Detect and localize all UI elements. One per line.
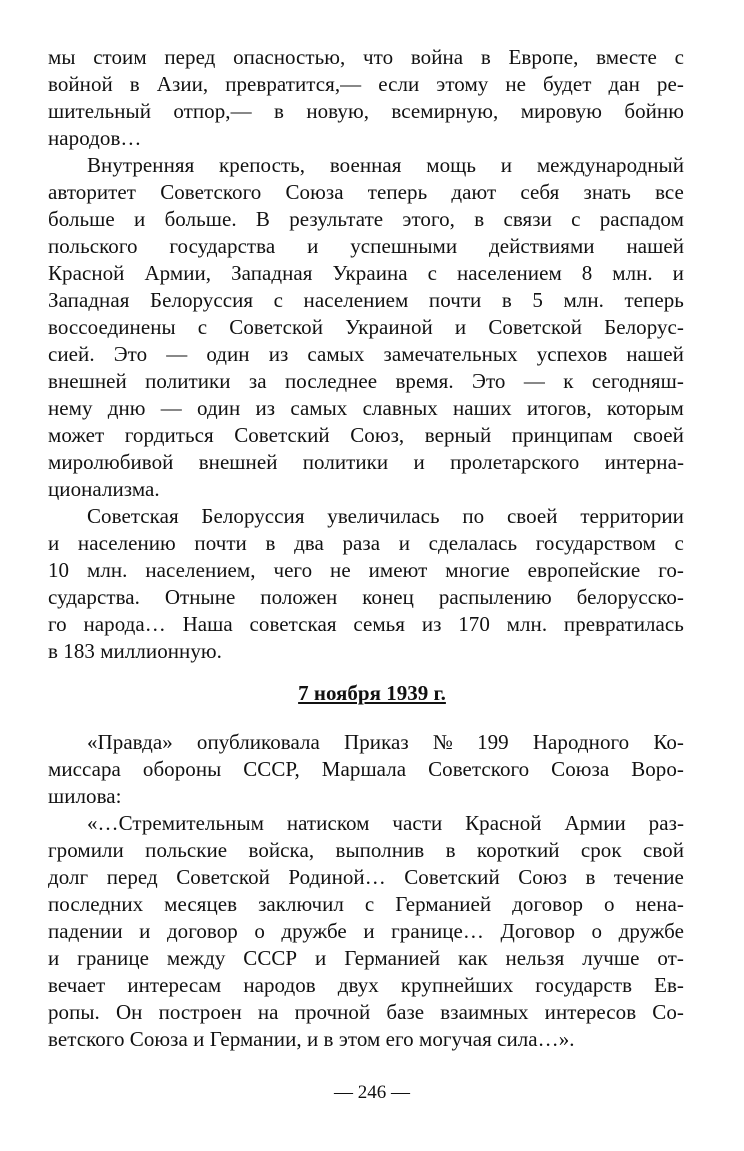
word: с (571, 207, 581, 231)
text-line (48, 972, 684, 999)
word: и (363, 919, 375, 943)
word: и (48, 946, 60, 970)
word: Воро- (631, 757, 684, 781)
word: Армии, (144, 261, 212, 285)
text-line (48, 152, 684, 179)
word: и (398, 531, 411, 555)
word: Германией (344, 946, 441, 970)
word: политики (302, 450, 389, 474)
word: млн. (563, 288, 604, 312)
word: из (268, 342, 289, 366)
word: внешней (48, 369, 127, 393)
word: семья (353, 612, 406, 636)
word: заключил (258, 892, 344, 916)
word: все (655, 180, 684, 204)
text-line (48, 287, 684, 314)
text-line (48, 422, 684, 449)
word: из (421, 612, 442, 636)
word: внешней (198, 450, 278, 474)
word: «…Стремительным (87, 811, 264, 835)
word: раз- (648, 811, 684, 835)
word: и (413, 450, 425, 474)
word: лучше (582, 946, 640, 970)
word: не (505, 72, 527, 96)
word: отпор,— (173, 99, 252, 123)
text-line (48, 179, 684, 206)
word: — (166, 342, 188, 366)
word: свой (642, 838, 684, 862)
word: сударства. (48, 585, 140, 609)
word: новую, (306, 99, 370, 123)
word: превратилась (563, 612, 684, 636)
word: авторитет (48, 180, 136, 204)
word: границе… (391, 919, 484, 943)
word: теперь (367, 180, 428, 204)
word: славных (362, 396, 438, 420)
word: Со- (652, 1000, 684, 1024)
word: Внутренняя (87, 153, 195, 177)
word: о (604, 892, 615, 916)
main-text (48, 44, 684, 665)
word: миссара (48, 757, 121, 781)
text-line (48, 449, 684, 476)
word: народов (243, 973, 316, 997)
word: договор (512, 892, 584, 916)
word: Он (115, 1000, 143, 1024)
word: дню (107, 396, 146, 420)
text-line (48, 260, 684, 287)
text-line (48, 584, 684, 611)
word: Советского (428, 757, 530, 781)
word: Советского (160, 180, 262, 204)
word: Союза (285, 180, 344, 204)
word: и (48, 531, 60, 555)
word: не (330, 558, 351, 582)
text-line (48, 44, 684, 71)
word: и (307, 234, 319, 258)
paragraph (48, 44, 684, 152)
text-line (48, 864, 684, 891)
word: государств (535, 973, 633, 997)
word: Союза (551, 757, 610, 781)
word: в (445, 838, 456, 862)
word: в (265, 531, 276, 555)
word: имеют (368, 558, 428, 582)
word: советская (249, 612, 337, 636)
word: раза (342, 531, 381, 555)
word: почти (428, 288, 482, 312)
word: теперь (624, 288, 684, 312)
text-line: ционализма. (48, 477, 160, 501)
word: базе (386, 1000, 425, 1024)
word: войска, (248, 838, 315, 862)
word: короткий (476, 838, 560, 862)
word: В (255, 207, 270, 231)
word: Это (113, 342, 148, 366)
word: населением (303, 288, 409, 312)
word: № (432, 730, 453, 754)
text-line: народов… (48, 126, 142, 150)
text-line (48, 918, 684, 945)
word: между (166, 946, 226, 970)
word: вместе (596, 45, 657, 69)
paragraph (48, 503, 684, 665)
word: Родиной… (288, 865, 386, 889)
word: результате (289, 207, 384, 231)
word: стоим (93, 45, 147, 69)
word: в (129, 72, 140, 96)
word: Советский (234, 423, 330, 447)
word: с (674, 45, 684, 69)
text-line: шилова: (48, 784, 122, 808)
word: войной (48, 72, 113, 96)
word: мировую (520, 99, 602, 123)
word: самых (307, 342, 365, 366)
word: по (462, 504, 485, 528)
word: польские (145, 838, 228, 862)
word: успехов (536, 342, 608, 366)
word: с (273, 288, 283, 312)
word: к (563, 369, 574, 393)
word: Белоруссия (201, 504, 305, 528)
word: 199 (477, 730, 509, 754)
word: один (197, 396, 241, 420)
word: пролетарского (450, 450, 580, 474)
word: Ко- (653, 730, 684, 754)
word: если (378, 72, 420, 96)
text-line (48, 503, 684, 530)
word: о (591, 919, 603, 943)
word: ропы. (48, 1000, 100, 1024)
text-line (48, 530, 684, 557)
word: миролюбивой (48, 450, 174, 474)
word: ре- (656, 72, 684, 96)
page-number: — 246 — (334, 1082, 410, 1103)
text-line (48, 368, 684, 395)
word: обороны (142, 757, 222, 781)
word: этому (436, 72, 489, 96)
text-line (48, 945, 684, 972)
word: дружбе (281, 919, 347, 943)
word: границе (77, 946, 149, 970)
word: Народного (532, 730, 630, 754)
word: выполнив (335, 838, 425, 862)
word: европейские (527, 558, 641, 582)
text-line (48, 206, 684, 233)
word: нему (48, 396, 93, 420)
word: бойню (624, 99, 684, 123)
text-line (48, 729, 684, 756)
text-line (48, 557, 684, 584)
word: дают (451, 180, 497, 204)
word: Отныне (164, 585, 236, 609)
word: громили (48, 838, 124, 862)
word: увеличилась (327, 504, 440, 528)
word: перед (106, 865, 158, 889)
word: Армии (564, 811, 626, 835)
text-line (48, 341, 684, 368)
word: гордиться (124, 423, 214, 447)
word: военная (329, 153, 402, 177)
word: опубликовала (196, 730, 320, 754)
word: своей (633, 423, 684, 447)
word: Западная (231, 261, 313, 285)
word: населению (77, 531, 176, 555)
text-line (48, 98, 684, 125)
word: всемирную, (391, 99, 499, 123)
section-heading: 7 ноября 1939 г. (298, 681, 446, 705)
word: последних (48, 892, 144, 916)
word: распадом (599, 207, 684, 231)
word: Советский (404, 865, 500, 889)
text-line: в 183 миллионную. (48, 639, 222, 663)
word: Западная (48, 288, 130, 312)
word: самых (290, 396, 348, 420)
word: построен (158, 1000, 242, 1024)
word: нельзя (505, 946, 565, 970)
word: крупнейших (400, 973, 514, 997)
word: интересов (544, 1000, 637, 1024)
word: мы (48, 45, 76, 69)
word: верный (424, 423, 492, 447)
word: больше (48, 207, 115, 231)
word: сделалась (428, 531, 518, 555)
word: двух (337, 973, 379, 997)
word: в (480, 45, 491, 69)
word: успешными (350, 234, 458, 258)
text-line (48, 314, 684, 341)
word: интерна- (604, 450, 684, 474)
word: опасностью, (233, 45, 346, 69)
word: и (454, 315, 467, 339)
word: и (315, 946, 327, 970)
word: и (500, 153, 513, 177)
word: больше. (164, 207, 237, 231)
word: взаимных (440, 1000, 529, 1024)
word: своей (506, 504, 558, 528)
word: дружбе (618, 919, 684, 943)
text-line (48, 395, 684, 422)
text-line (48, 999, 684, 1026)
word: Советской (176, 865, 270, 889)
word: действиями (489, 234, 595, 258)
word: месяцев (164, 892, 238, 916)
word: Белоруссия (149, 288, 254, 312)
word: СССР, (243, 757, 300, 781)
word: положен (260, 585, 338, 609)
word: которым (606, 396, 684, 420)
word: Белорус- (604, 315, 684, 339)
word: принципам (511, 423, 613, 447)
word: и (139, 919, 151, 943)
word: время. (395, 369, 454, 393)
word: политики (145, 369, 231, 393)
word: знать (583, 180, 631, 204)
word: как (458, 946, 488, 970)
word: — (523, 369, 545, 393)
word: 170 (458, 612, 490, 636)
word: СССР (243, 946, 298, 970)
text-line (48, 611, 684, 638)
word: превратится,— (225, 72, 362, 96)
word: договор (166, 919, 238, 943)
word: Это (472, 369, 506, 393)
word: Маршала (321, 757, 407, 781)
word: что (363, 45, 394, 69)
word: го- (658, 558, 684, 582)
word: сией. (48, 342, 95, 366)
word: может (48, 423, 105, 447)
word: будет (543, 72, 592, 96)
word: Азии, (156, 72, 209, 96)
word: Приказ (344, 730, 409, 754)
word: в (585, 865, 596, 889)
word: Советской (488, 315, 583, 339)
text-line (48, 837, 684, 864)
word: прочной (294, 1000, 371, 1024)
paragraph (48, 729, 684, 810)
word: итогов, (526, 396, 592, 420)
word: интересам (127, 973, 222, 997)
word: этого, (402, 207, 455, 231)
word: части (392, 811, 443, 835)
word: замечательных (383, 342, 518, 366)
word: Европе, (508, 45, 579, 69)
word: населением, (145, 558, 256, 582)
word: 5 (532, 288, 543, 312)
word: 10 (48, 558, 70, 582)
text-line (48, 810, 684, 837)
word: Советская (87, 504, 179, 528)
word: и (672, 261, 684, 285)
word: польского (48, 234, 138, 258)
word: от- (657, 946, 684, 970)
word: Советской (229, 315, 323, 339)
quote-section (48, 729, 684, 1053)
word: нена- (635, 892, 684, 916)
word: с (674, 531, 684, 555)
word: и (134, 207, 146, 231)
word: в (274, 99, 284, 123)
word: Красной (465, 811, 542, 835)
word: конец (362, 585, 414, 609)
word: один (206, 342, 250, 366)
word: 8 (581, 261, 593, 285)
word: шительный (48, 99, 151, 123)
paragraph (48, 152, 684, 503)
word: Украиной (345, 315, 433, 339)
text-line: ветского Союза и Германии, и в этом его могучая сила…». (48, 1027, 575, 1051)
word: почти (194, 531, 247, 555)
word: в (474, 207, 485, 231)
word: государством (535, 531, 656, 555)
word: международный (536, 153, 684, 177)
word: сегодняш- (591, 369, 684, 393)
word: о (254, 919, 265, 943)
word: воссоединены (48, 315, 176, 339)
word: территории (580, 504, 684, 528)
word: нашей (626, 342, 684, 366)
word: Договор (500, 919, 576, 943)
paragraph (48, 810, 684, 1053)
word: Красной (48, 261, 125, 285)
word: го (48, 612, 67, 636)
word: вечает (48, 973, 106, 997)
word: народа… (83, 612, 166, 636)
word: падении (48, 919, 123, 943)
word: последнее (284, 369, 378, 393)
word: из (255, 396, 276, 420)
word: мощь (426, 153, 477, 177)
word: нашей (626, 234, 684, 258)
word: Союз, (350, 423, 405, 447)
text-line (48, 71, 684, 98)
word: долг (48, 865, 89, 889)
word: течение (613, 865, 684, 889)
word: Украина (332, 261, 408, 285)
word: млн. (506, 612, 548, 636)
word: многие (445, 558, 510, 582)
word: чего (273, 558, 313, 582)
text-line (48, 233, 684, 260)
word: с (197, 315, 208, 339)
word: война (410, 45, 464, 69)
word: государства (169, 234, 276, 258)
word: за (248, 369, 267, 393)
word: натиском (286, 811, 370, 835)
word: крепость, (219, 153, 306, 177)
word: в (501, 288, 512, 312)
word: Германией (395, 892, 492, 916)
word: «Правда» (87, 730, 173, 754)
word: Ев- (654, 973, 684, 997)
word: с (364, 892, 375, 916)
word: Наша (182, 612, 233, 636)
text-line (48, 756, 684, 783)
word: белорусско- (576, 585, 684, 609)
word: связи (503, 207, 552, 231)
word: перед (164, 45, 216, 69)
word: — (160, 396, 182, 420)
word: млн. (612, 261, 653, 285)
word: с (427, 261, 437, 285)
word: распылению (438, 585, 552, 609)
word: на (257, 1000, 279, 1024)
text-line (48, 891, 684, 918)
word: наших (453, 396, 512, 420)
word: срок (580, 838, 622, 862)
word: два (294, 531, 324, 555)
word: млн. (87, 558, 128, 582)
word: дан (608, 72, 640, 96)
word: Союз (518, 865, 567, 889)
word: населением (456, 261, 562, 285)
word: себя (520, 180, 560, 204)
